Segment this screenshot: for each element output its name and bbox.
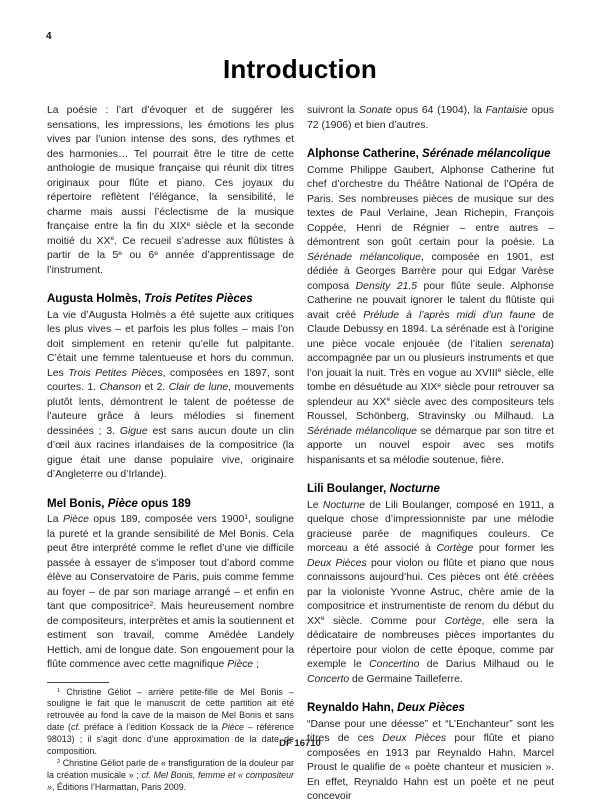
footnote-separator [47,682,109,683]
page-title: Introduction [222,54,378,84]
paragraph: “Danse pour une déesse” et “L’Enchanteur” sont les titres de ces Deux Pièces pour flûte et piano composées en 1913 par Reynaldo Hahn. Marcel Proust le qualifie de « poète chanteur et musicien ». En effet, Reynaldo Hahn est un poète et ne peut concevoir [307,718,554,802]
footnote: $^2$ Christine Géliot parle de « transfiguration de la douleur par la création musicale » ; cf. Mel Bonis, femme et « compositeur », Éditions l’Harmattan, Paris 2009. [47,757,295,792]
two-column-text [47,104,554,805]
plate-number: DF 16710 [279,738,321,749]
section-heading: Reynaldo Hahn, Deux Pièces [307,702,465,714]
section-heading: Mel Bonis, Pièce opus 189 [47,497,191,510]
footnote: $^1$ Christine Géliot – arrière petite-fille de Mel Bonis – souligne le fait que le manuscrit de cette partition ait été retrouvée au fond la cave de la maison de Mel Bonis et sans date (cf. préface à l’édition Kossack de la Pièce – référence 98013) ; il s’agit donc d’une approximation de la date de composition. [47,686,294,757]
paragraph: La Pièce opus 189, composée vers 1900$^1$, souligne la pureté et la grande sensibilité de Mel Bonis. Cela peut être interprété comme le reflet d’une vie difficile passée à essayer de s’imposer tout d’abord comme élève au Conservatoire de Paris, puis comme femme au foyer – de par son mariage arrangé – et enfin en tant que compositrice$^2$. Mais heureusement nombre de compositeurs, interprètes et amis la soutiennent et estiment son travail, comme Amédée Landely Hettich, ami de longue date. Son engouement pour la flûte commence avec cette magnifique Pièce ; [47,513,294,670]
left-column [47,104,294,794]
page-number: 4 [46,31,52,42]
paragraph: Le Nocturne de Lili Boulanger, composé en 1911, a quelque chose d’impressionniste par une mélodie gracieuse parée de magnifiques couleurs. Ce morceau a été associé à Cortège pour former les Deux Pièces pour violon ou flûte et piano que nous connaissons aujourd’hui. Ces pièces ont été créées par la violoniste Yvonne Astruc, chère amie de la compositrice et instrumentiste de renom du début du XXe siècle. Comme pour Cortège, elle sera la dédicataire de nombreuses pièces importantes du répertoire pour violon de cette époque, comme par exemple le Concertino de Darius Milhaud ou le Concerto de Germaine Tailleferre. [307,499,554,685]
paragraph: Comme Philippe Gaubert, Alphonse Catherine fut chef d’orchestre du Théâtre National de l’Opéra de Paris. Ses nombreuses pièces de musique sur des textes de Paul Verlaine, Jean Richepin, François Coppée, Henri de Régnier – entre autres – démontrent son goût certain pour la poésie. La Sérénade mélancolique, composée en 1901, est dédiée à Georges Barrère pour qui Edgar Varèse composa Density 21.5 pour flûte seule. Alphonse Catherine ne pouvait ignorer le talent du flûtiste qui avait créé Prélude à l’après midi d’un faune de Claude Debussy en 1894. La sérénade est à l’origine une pièce vocale enjouée (de l’italien serenata) accompagnée par un ou plusieurs instruments et que l’on jouait la nuit. Très en vogue au XVIIIe siècle, elle tombe en désuétude au XIXe siècle pour retrouver sa splendeur au XXe siècle avec des compositeurs tels Roussel, Schönberg, Stravinsky ou Milhaud. La Sérénade mélancolique se démarque par son titre et apporte un nouvel espoir avec ses motifs hispanisants et sa mélodie soutenue, fière. [307,164,554,466]
section-heading: Alphonse Catherine, Sérénade mélancolique [307,148,551,160]
right-column [307,104,554,805]
paragraph: La poésie : l’art d’évoquer et de suggérer les sensations, les impressions, les émotions les plus vives par l’union intense des sons, des rythmes et des harmonies… Tel pourrait être le titre de cette anthologie de musique française qui réunit dix titres originaux pour flûte et piano. Ces joyaux du répertoire reflètent l’élégance, la sensibilité, le charme mais aussi l’éclectisme de la musique française entre la fin du XIXe siècle et la seconde moitié du XXe. Ce recueil s’adresse aux flûtistes à partir de la 5e ou 6e année d’apprentissage de l’instrument. [47,105,294,276]
paragraph: La vie d’Augusta Holmès a été sujette aux critiques les plus vives – et parfois les plus folles – mais l’on doit simplement en retenir qu’elle fut palpitante. C’était une femme talentueuse et hors du commun. Les Trois Petites Pièces, composées en 1897, sont courtes. 1. Chanson et 2. Clair de lune, mouvements plutôt lents, démontrent le talent de poétesse de l’auteure grâce à leurs mélodies si finement dessinées ; 3. Gigue est sans aucun doute un clin d’œil aux racines irlandaises de la compositrice (la gigue était une danse populaire vive, originaire d’Angleterre ou d’Irlande). [47,309,294,480]
paragraph: suivront la Sonate opus 64 (1904), la Fantaisie opus 72 (1906) et bien d’autres. [307,105,554,131]
section-heading: Lili Boulanger, Nocturne [307,483,440,495]
section-heading: Augusta Holmès, Trois Petites Pièces [47,293,253,305]
